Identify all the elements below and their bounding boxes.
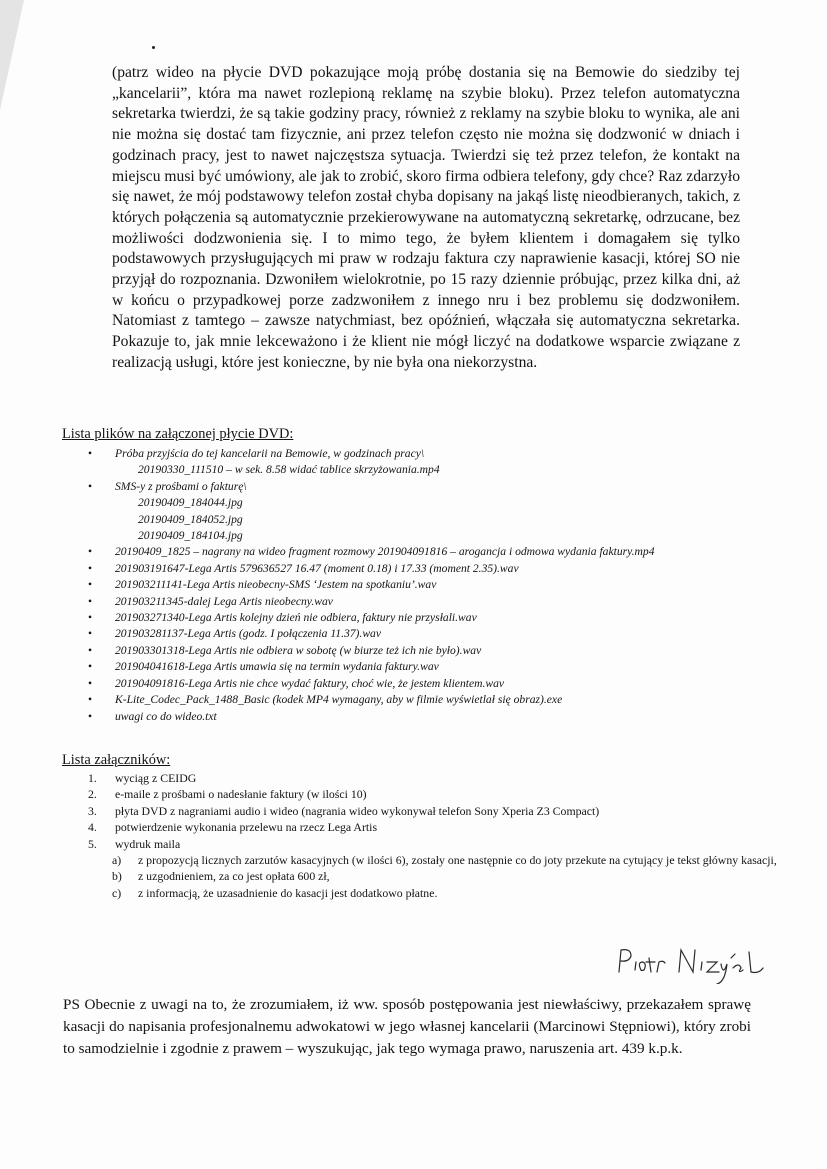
file-list-item: • uwagi co do wideo.txt [88, 709, 217, 723]
file-list-subitem: 20190409_184052.jpg [138, 512, 243, 526]
ps-paragraph-text: PS Obecnie z uwagi na to, że zrozumiałem, iż ww. sposób postępowania jest niewłaściwy, przekazałem sprawę kasacji do napisania profesjonalnemu adwokatowi w jego własnej kancelarii (Marcinowi Stępniowi), który zrobi to samodzielnie i zgodnie z prawem – wyszukując, jak tego wymaga prawo, naruszenia art. 439 k.p.k. [63, 996, 751, 1057]
file-list-item: • 201903211141-Lega Artis nieobecny-SMS ‘Jestem na spotkaniu’.wav [88, 578, 437, 592]
file-list-item: • 201903301318-Lega Artis nie odbiera w sobotę (w biurze też ich nie było).wav [88, 643, 482, 657]
attachments-list-heading: Lista załączników: [62, 752, 171, 768]
file-list-item: • 201903191647-Lega Artis 579636527 16.47 (moment 0.18) i 17.33 (moment 2.35).wav [88, 561, 519, 575]
signature-text: Piotr Niżyński [675, 974, 681, 975]
file-list-item: • 201903211345-dalej Lega Artis nieobecny.wav [88, 594, 333, 608]
file-list-subitem: 20190330_111510 – w sek. 8.58 widać tablice skrzyżowania.mp4 [138, 463, 440, 477]
file-list-item: • K-Lite_Codec_Pack_1488_Basic (kodek MP4 wymagany, aby w filmie wyświetlał się obraz).exe [88, 693, 563, 707]
file-list-item: • 201904041618-Lega Artis umawia się na termin wydania faktury.wav [88, 660, 439, 674]
attachment-item: 1. wyciąg z CEIDG [88, 771, 197, 785]
attachment-item: 3. płyta DVD z nagraniami audio i wideo (nagrania wideo wykonywał telefon Sony Xperia Z3 Compact) [88, 803, 600, 818]
attachments-list [88, 770, 788, 901]
file-list-subitem: 20190409_184044.jpg [138, 496, 243, 510]
attachment-subitem: b) z uzgodnieniem, za co jest opłata 600 zł, [112, 869, 330, 884]
attachment-item: 4. potwierdzenie wykonania przelewu na rzecz Lega Artis [88, 820, 378, 835]
attachment-item: 2. e-maile z prośbami o nadesłanie faktury (w ilości 10) [88, 787, 367, 802]
attachment-subitem: c) z informacją, że uzasadnienie do kasacji jest dodatkowo płatne. [112, 885, 438, 900]
attachment-item: 5. wydruk maila [88, 836, 181, 851]
file-list-item: • Próba przyjścia do tej kancelarii na Bemowie, w godzinach pracy\ [88, 447, 425, 460]
file-list-item: • SMS-y z prośbami o fakturę\ [88, 479, 247, 493]
main-paragraph-text: (patrz wideo na płycie DVD pokazujące moją próbę dostania się na Bemowie do siedziby tej „kancelarii”, która ma nawet rozlepioną reklamę na szybie bloku). Przez telefon automatyczna sekretarka twierdzi, że są takie godziny pracy, również z reklamy na szybie bloku to wynika, ale ani nie można się dostać tam fizycznie, ani przez telefon często nie można się dodzwonić w dniach i godzinach pracy, jest to nawet najczęstsza sytuacja. Twierdzi się też przez telefon, że kontakt na miejscu musi być umówiony, ale jak to zrobić, skoro firma odbiera telefony, gdy chce? Raz zdarzyło się nawet, że mój podstawowy telefon został chyba dopisany na jakąś listę nieodbieranych, takich, z których połączenia są automatycznie przekierowywane na automatyczną sekretarkę, odrzucane, bez możliwości dodzwonienia się. I to mimo tego, że byłem klientem i domagałem się tylko podstawowych przysługujących mi praw w rodzaju faktura czy naprawienie kasacji, której SO nie przyjął do rozpoznania. Dzwoniłem wielokrotnie, po 15 razy dziennie próbując, przez kilka dni, aż w końcu o przypadkowej porze zadzwoniłem z innego nru i bez problemu się dodzwoniłem. Natomiast z tamtego – zawsze natychmiast, bez opóźnień, włączała się automatyczna sekretarka. Pokazuje to, jak mnie lekceważono i że klient nie mógł liczyć na dodatkowe wsparcie związane z realizacją usługi, które jest konieczne, by nie była ona niekorzystna. [112, 64, 740, 371]
handwritten-signature [613, 944, 793, 984]
file-list-item: • 20190409_1825 – nagrany na wideo fragment rozmowy 201904091816 – arogancja i odmowa wydania faktury.mp4 [88, 545, 655, 559]
file-list-subitem: 20190409_184104.jpg [138, 529, 243, 543]
files-list [88, 446, 808, 725]
attachment-subitem: a) z propozycją licznych zarzutów kasacyjnych (w ilości 6), zostały one następnie co do joty przekute na cytujący je tekst główny kasacji, [112, 853, 777, 868]
file-list-item: • 201903281137-Lega Artis (godz. I połączenia 11.37).wav [88, 627, 381, 641]
file-list-item: • 201904091816-Lega Artis nie chce wydać faktury, choć wie, że jestem klientem.wav [88, 676, 505, 690]
main-paragraph [112, 63, 740, 374]
file-list-item: • 201903271340-Lega Artis kolejny dzień nie odbiera, faktury nie przysłali.wav [88, 611, 477, 625]
ps-paragraph [63, 994, 751, 1060]
scan-shadow-corner [0, 0, 24, 110]
files-list-heading: Lista plików na załączonej płycie DVD: [62, 426, 294, 442]
scan-speck [152, 46, 155, 49]
